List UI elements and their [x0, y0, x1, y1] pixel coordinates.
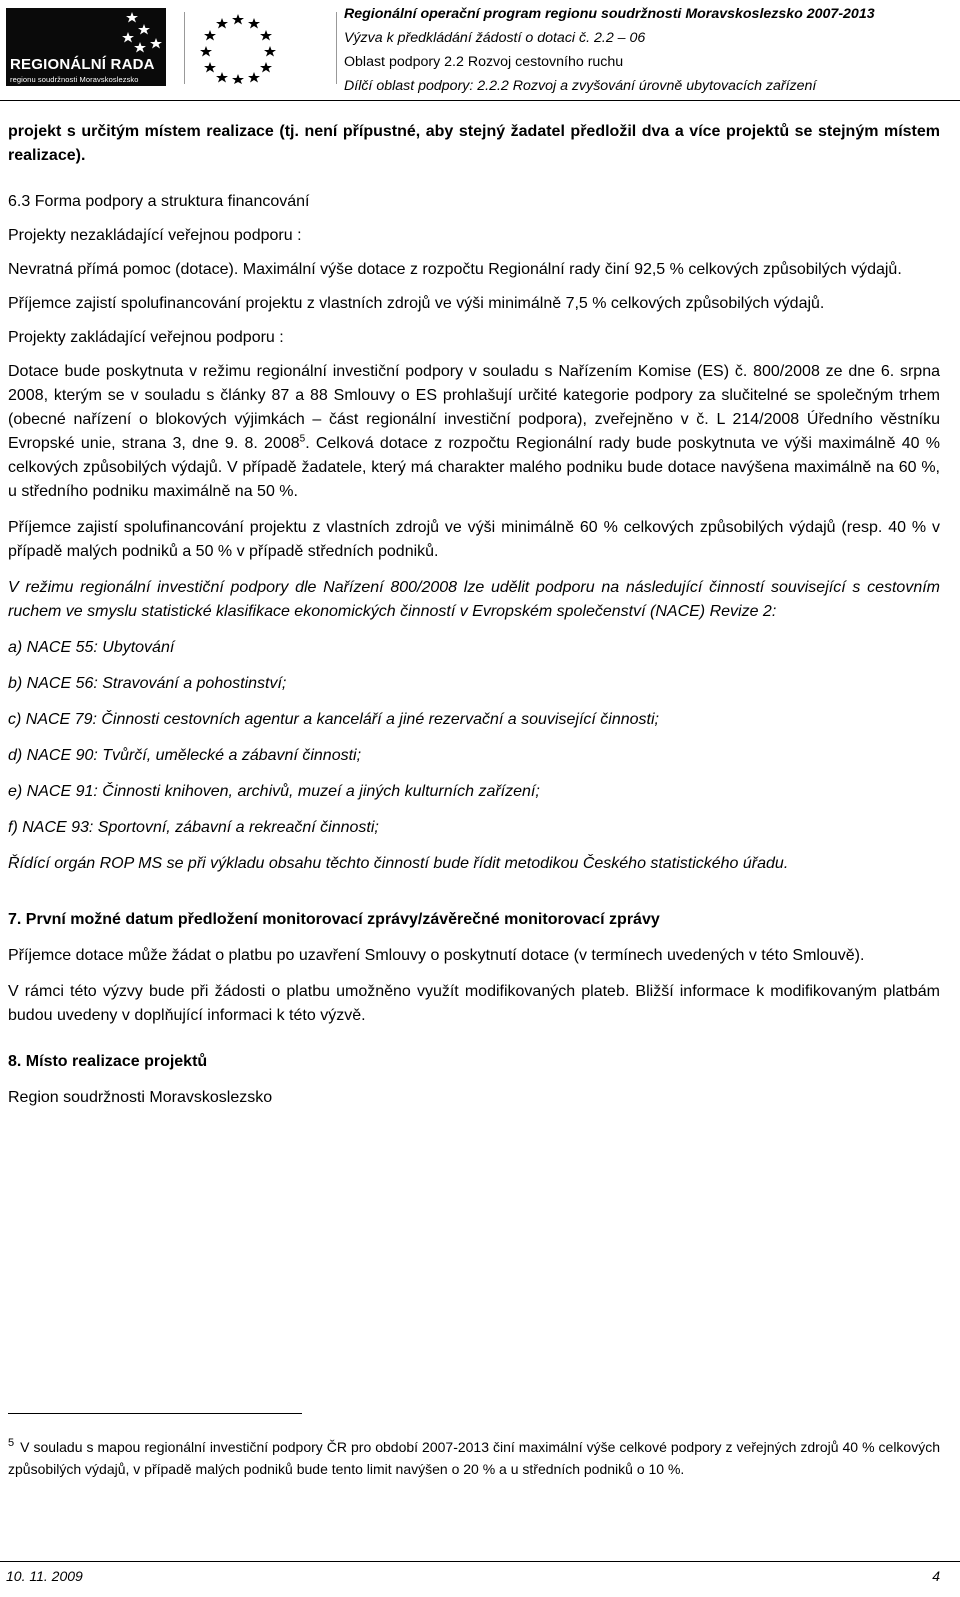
- page-footer: [0, 1561, 960, 1597]
- paragraph-dotace-part1: Dotace bude poskytnuta v režimu regionální investiční podpory v souladu s Nařízením Komise (ES) č. 800/2008 ze dne 6. srpna 2008, kterým se v souladu s články 87 a 88 Smlouvy o ES prohlašují určité kategorie podpory za slučitelné se společným trhem (obecné nařízení o blokových výjimkách – část regionální investiční podpora), zveřejněno v č. L 214/2008 Úředního věstníku Evropské unie, strana 3, dne 9. 8. 2008: [8, 363, 940, 452]
- nace-item-a: a) NACE 55: Ubytování: [8, 639, 175, 656]
- paragraph-cofinancing-2: Příjemce zajistí spolufinancování projektu z vlastních zdrojů ve výši minimálně 60 % celkových způsobilých výdajů (resp. 40 % v případě malých podniků a 50 % v případě středních podniků.: [8, 519, 940, 560]
- nace-item-e: e) NACE 91: Činnosti knihoven, archivů, muzeí a jiných kulturních zařízení;: [8, 783, 540, 800]
- footnote: [8, 1436, 940, 1480]
- paragraph-8: Region soudržnosti Moravskoslezsko: [8, 1089, 273, 1106]
- paragraph-7-1: Příjemce dotace může žádat o platbu po uzavření Smlouvy o poskytnutí dotace (v termínech uvedených v této Smlouvě).: [8, 947, 865, 964]
- header-program: Regionální operační program regionu soudržnosti Moravskoslezsko 2007-2013: [344, 6, 875, 22]
- subheading-no-public-support: Projekty nezakládající veřejnou podporu :: [8, 227, 302, 244]
- paragraph-7-2: V rámci této výzvy bude při žádosti o platbu umožněno využít modifikovaných plateb. Bližší informace k modifikovaným platbám budou uvedeny v doplňující informaci k této výzvě.: [8, 983, 940, 1024]
- paragraph-dotace: [8, 360, 940, 504]
- subheading-public-support: Projekty zakládající veřejnou podporu :: [8, 329, 284, 346]
- nace-item-b: b) NACE 56: Stravování a pohostinství;: [8, 675, 287, 692]
- paragraph-ridici: Řídící orgán ROP MS se při výkladu obsahu těchto činností bude řídit metodikou Českého statistického úřadu.: [8, 855, 789, 872]
- footnote-rule: [8, 1413, 302, 1414]
- paragraph-nevratna: Nevratná přímá pomoc (dotace). Maximální výše dotace z rozpočtu Regionální rady činí 92,5 % celkových způsobilých výdajů.: [8, 261, 902, 278]
- logo-subtitle: regionu soudržnosti Moravskoslezsko: [10, 75, 139, 84]
- eu-stars-icon: [196, 10, 280, 84]
- header-subarea: Dílčí oblast podpory: 2.2.2 Rozvoj a zvyšování úrovně ubytovacích zařízení: [344, 78, 817, 94]
- section-heading-8: 8. Místo realizace projektů: [8, 1053, 208, 1070]
- logo-name: REGIONÁLNÍ RADA: [10, 56, 155, 73]
- document-body: [8, 120, 940, 1110]
- page-number: 4: [932, 1568, 940, 1584]
- header-text: [344, 2, 954, 98]
- header-area: Oblast podpory 2.2 Rozvoj cestovního ruchu: [344, 54, 624, 70]
- paragraph-regime: V režimu regionální investiční podpory dle Nařízení 800/2008 lze udělit podporu na následující činností související s cestovním ruchem ve smyslu statistické klasifikace ekonomických činností v Evropském společenství (NACE) Revize 2:: [8, 579, 940, 620]
- regional-council-logo: [6, 8, 166, 86]
- section-heading-6-3: 6.3 Forma podpory a struktura financování: [8, 193, 310, 210]
- footer-date: 10. 11. 2009: [6, 1568, 83, 1584]
- stars-icon: [114, 10, 168, 58]
- footnote-text: V souladu s mapou regionální investiční podpory ČR pro období 2007-2013 činí maximální výše celkové podpory z veřejných zdrojů 40 % celkových způsobilých výdajů, v případě malých podniků bude tento limit navýšen o 20 % a u středních podniků o 10 %.: [8, 1439, 940, 1477]
- section-heading-7: 7. První možné datum předložení monitorovací zprávy/závěrečné monitorovací zprávy: [8, 911, 660, 928]
- header-call: Výzva k předkládání žádostí o dotaci č. 2.2 – 06: [344, 30, 646, 46]
- nace-item-f: f) NACE 93: Sportovní, zábavní a rekreační činnosti;: [8, 819, 379, 836]
- footnote-number: 5: [8, 1437, 15, 1450]
- footnote-ref: 5: [299, 433, 306, 445]
- paragraph-cofinancing-1: Příjemce zajistí spolufinancování projektu z vlastních zdrojů ve výši minimálně 7,5 % celkových způsobilých výdajů.: [8, 295, 825, 312]
- paragraph-dotace-part2: . Celková dotace z rozpočtu Regionální rady bude poskytnuta ve výši maximálně 40 % celkových způsobilých výdajů. V případě žadatele, který má charakter malého podniku bude dotace navýšena maximálně na 60 %, u středního podniku maximálně na 50 %.: [8, 435, 940, 500]
- logo-divider: [184, 12, 185, 84]
- logo-divider: [336, 12, 337, 84]
- logo-group: [6, 8, 342, 86]
- intro-paragraph: projekt s určitým místem realizace (tj. není přípustné, aby stejný žadatel předložil dva a více projektů se stejným místem realizace).: [8, 123, 940, 164]
- nace-item-c: c) NACE 79: Činnosti cestovních agentur a kanceláří a jiné rezervační a související činnosti;: [8, 711, 659, 728]
- page-header: [0, 0, 960, 101]
- nace-item-d: d) NACE 90: Tvůrčí, umělecké a zábavní činnosti;: [8, 747, 362, 764]
